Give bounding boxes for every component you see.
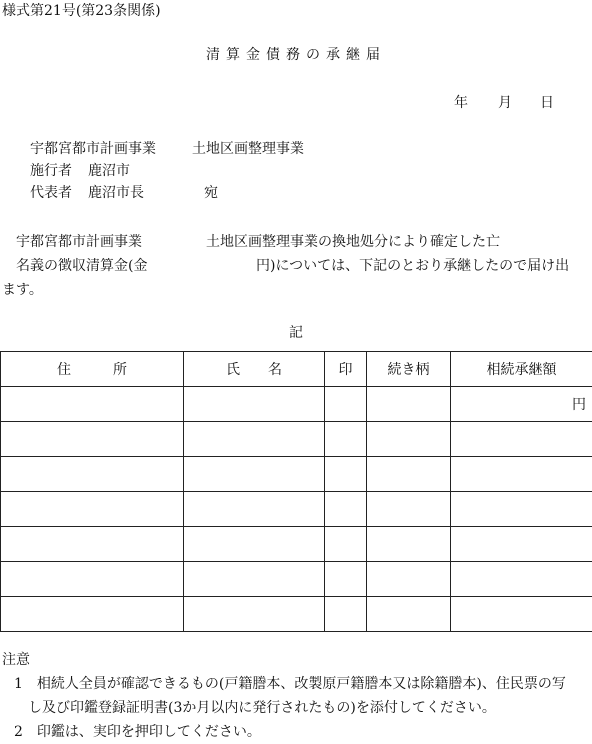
note-item: し及び印鑑登録証明書(3か月以内に発行されたもの)を添付してください。 xyxy=(2,696,566,720)
seal-cell[interactable] xyxy=(325,597,367,632)
addressee-project-prefix: 宇都宮都市計画事業 xyxy=(30,138,156,160)
addressee-executor-row xyxy=(30,160,590,182)
name-cell[interactable] xyxy=(184,457,325,492)
seal-cell[interactable] xyxy=(325,527,367,562)
addressee-block xyxy=(30,138,590,204)
date-line xyxy=(454,92,554,112)
date-day-label: 日 xyxy=(540,92,554,112)
amount-cell[interactable] xyxy=(451,492,592,527)
amount-cell[interactable] xyxy=(451,422,592,457)
name-cell[interactable] xyxy=(184,492,325,527)
relationship-cell[interactable] xyxy=(367,597,451,632)
table-row xyxy=(1,422,592,457)
body-line-3 xyxy=(0,278,592,302)
name-cell[interactable] xyxy=(184,597,325,632)
relationship-cell[interactable] xyxy=(367,422,451,457)
amount-cell[interactable] xyxy=(451,457,592,492)
seal-cell[interactable] xyxy=(325,387,367,422)
date-year-label: 年 xyxy=(454,92,498,112)
address-cell[interactable] xyxy=(1,597,184,632)
header-name: 氏 名 xyxy=(184,352,325,387)
amount-cell[interactable] xyxy=(451,597,592,632)
note-item: 1 相続人全員が確認できるもの(戸籍謄本、改製原戸籍謄本又は除籍謄本)、住民票の写 xyxy=(2,672,566,696)
header-address: 住 所 xyxy=(1,352,184,387)
table-row xyxy=(1,457,592,492)
table-row xyxy=(1,562,592,597)
table-header-row xyxy=(1,352,592,387)
document-title: 清算金債務の承継届 xyxy=(0,44,592,64)
notes-section xyxy=(2,648,566,744)
executor-name: 鹿沼市 xyxy=(88,160,130,182)
executor-label: 施行者 xyxy=(30,160,72,182)
heir-table xyxy=(0,351,592,632)
table-row xyxy=(1,527,592,562)
address-cell[interactable] xyxy=(1,492,184,527)
table-row xyxy=(1,492,592,527)
amount-cell[interactable] xyxy=(451,527,592,562)
body-line-2-part-2: 円)については、下記のとおり承継したので届け出 xyxy=(256,254,569,278)
honorific: 宛 xyxy=(204,182,218,204)
address-cell[interactable] xyxy=(1,562,184,597)
amount-unit: 円 xyxy=(572,397,586,413)
addressee-representative-row xyxy=(30,182,590,204)
relationship-cell[interactable] xyxy=(367,457,451,492)
name-cell[interactable] xyxy=(184,422,325,457)
representative-name: 鹿沼市長 xyxy=(88,182,144,204)
relationship-cell[interactable] xyxy=(367,387,451,422)
header-seal: 印 xyxy=(325,352,367,387)
header-relationship: 続き柄 xyxy=(367,352,451,387)
body-line-3-text: ます。 xyxy=(2,278,43,302)
body-line-1-part-2: 土地区画整理事業の換地処分により確定した亡 xyxy=(206,230,500,254)
seal-cell[interactable] xyxy=(325,422,367,457)
table-row xyxy=(1,387,592,422)
table-body xyxy=(1,387,592,632)
seal-cell[interactable] xyxy=(325,457,367,492)
address-cell[interactable] xyxy=(1,527,184,562)
body-line-2 xyxy=(0,254,592,278)
table-row xyxy=(1,597,592,632)
header-inherited-amount: 相続承継額 xyxy=(451,352,592,387)
name-cell[interactable] xyxy=(184,387,325,422)
date-month-label: 月 xyxy=(498,92,540,112)
relationship-cell[interactable] xyxy=(367,492,451,527)
representative-label: 代表者 xyxy=(30,182,72,204)
note-item: 2 印鑑は、実印を押印してください。 xyxy=(2,720,566,744)
seal-cell[interactable] xyxy=(325,492,367,527)
form-number: 様式第21号(第23条関係) xyxy=(2,0,161,20)
address-cell[interactable] xyxy=(1,457,184,492)
notes-heading: 注意 xyxy=(2,648,566,672)
relationship-cell[interactable] xyxy=(367,562,451,597)
address-cell[interactable] xyxy=(1,387,184,422)
amount-cell[interactable] xyxy=(451,562,592,597)
seal-cell[interactable] xyxy=(325,562,367,597)
body-paragraph xyxy=(0,230,592,302)
amount-cell[interactable] xyxy=(451,387,592,422)
name-cell[interactable] xyxy=(184,562,325,597)
body-line-1 xyxy=(0,230,592,254)
addressee-project-name: 土地区画整理事業 xyxy=(192,138,304,160)
address-cell[interactable] xyxy=(1,422,184,457)
ki-label: 記 xyxy=(0,322,592,342)
name-cell[interactable] xyxy=(184,527,325,562)
body-line-1-part-1: 宇都宮都市計画事業 xyxy=(16,230,142,254)
body-line-2-part-1: 名義の徴収清算金(金 xyxy=(16,254,147,278)
addressee-project-row xyxy=(30,138,590,160)
relationship-cell[interactable] xyxy=(367,527,451,562)
